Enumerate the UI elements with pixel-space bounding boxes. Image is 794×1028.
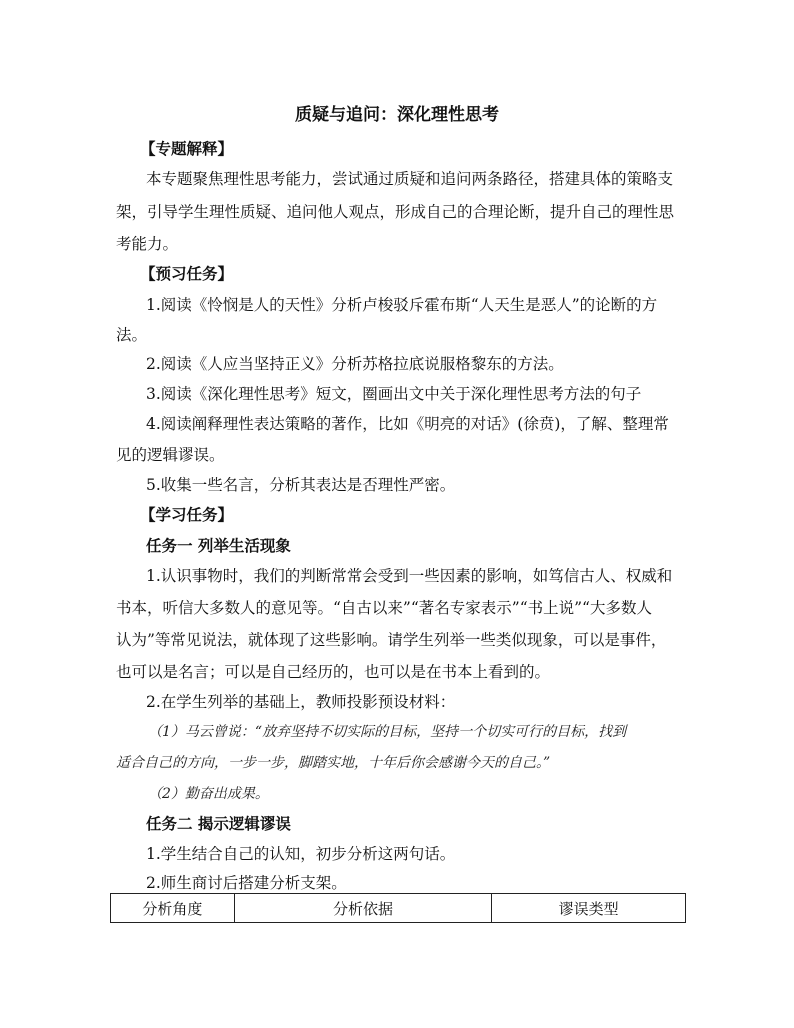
preview-line: 2.阅读《人应当坚持正义》分析苏格拉底说服格黎东的方法。 xyxy=(146,355,564,373)
preview-line: 3.阅读《深化理性思考》短文，圈画出文中关于深化理性思考方法的句子 xyxy=(146,385,642,403)
explain-line: 架，引导学生理性质疑、追问他人观点，形成自己的合理论断，提升自己的理性思 xyxy=(116,203,675,221)
task1-line: 2.在学生列举的基础上，教师投影预设材料： xyxy=(146,693,456,711)
table-header-cell: 分析依据 xyxy=(234,894,492,923)
task1-line: 1.认识事物时，我们的判断常常会受到一些因素的影响，如笃信古人、权威和 xyxy=(146,567,673,585)
preview-line: 5.收集一些名言，分析其表达是否理性严密。 xyxy=(146,476,456,494)
preview-line: 4.阅读阐释理性表达策略的著作，比如《明亮的对话》(徐贲)，了解、整理常 xyxy=(146,415,669,433)
task1-line: 认为”等常见说法，就体现了这些影响。请学生列举一些类似现象，可以是事件， xyxy=(116,631,667,649)
task2-heading: 任务二 揭示逻辑谬误 xyxy=(146,815,291,833)
table-header-cell: 分析角度 xyxy=(111,894,235,923)
table-header-row xyxy=(111,894,686,923)
preview-heading: 【预习任务】 xyxy=(140,265,234,283)
preview-line: 1.阅读《怜悯是人的天性》分析卢梭驳斥霍布斯“人天生是恶人”的论断的方 xyxy=(146,296,658,314)
table-header-cell: 谬误类型 xyxy=(492,894,686,923)
task1-heading: 任务一 列举生活现象 xyxy=(146,537,291,555)
study-heading: 【学习任务】 xyxy=(140,506,234,524)
preview-line: 见的逻辑谬误。 xyxy=(116,446,225,464)
task1-line: 书本，听信大多数人的意见等。“自古以来”“著名专家表示”“书上说”“大多数人 xyxy=(116,599,652,617)
quote-line: 适合自己的方向，一步一步，脚踏实地，十年后你会感谢今天的自己。” xyxy=(116,755,551,771)
explain-line: 考能力。 xyxy=(116,235,179,253)
analysis-table xyxy=(110,893,686,923)
task2-line: 2.师生商讨后搭建分析支架。 xyxy=(146,874,347,892)
explain-line: 本专题聚焦理性思考能力，尝试通过质疑和追问两条路径，搭建具体的策略支 xyxy=(146,170,674,188)
explain-heading: 【专题解释】 xyxy=(140,140,234,158)
task2-line: 1.学生结合自己的认知，初步分析这两句话。 xyxy=(146,845,456,863)
page-title: 质疑与追问：深化理性思考 xyxy=(295,105,499,125)
quote-line: （1）马云曾说：“放弃坚持不切实际的目标，坚持一个切实可行的目标，找到 xyxy=(148,724,627,740)
preview-line: 法。 xyxy=(116,326,148,344)
quote-line: （2）勤奋出成果。 xyxy=(148,786,269,802)
task1-line: 也可以是名言；可以是自己经历的，也可以是在书本上看到的。 xyxy=(116,663,551,681)
